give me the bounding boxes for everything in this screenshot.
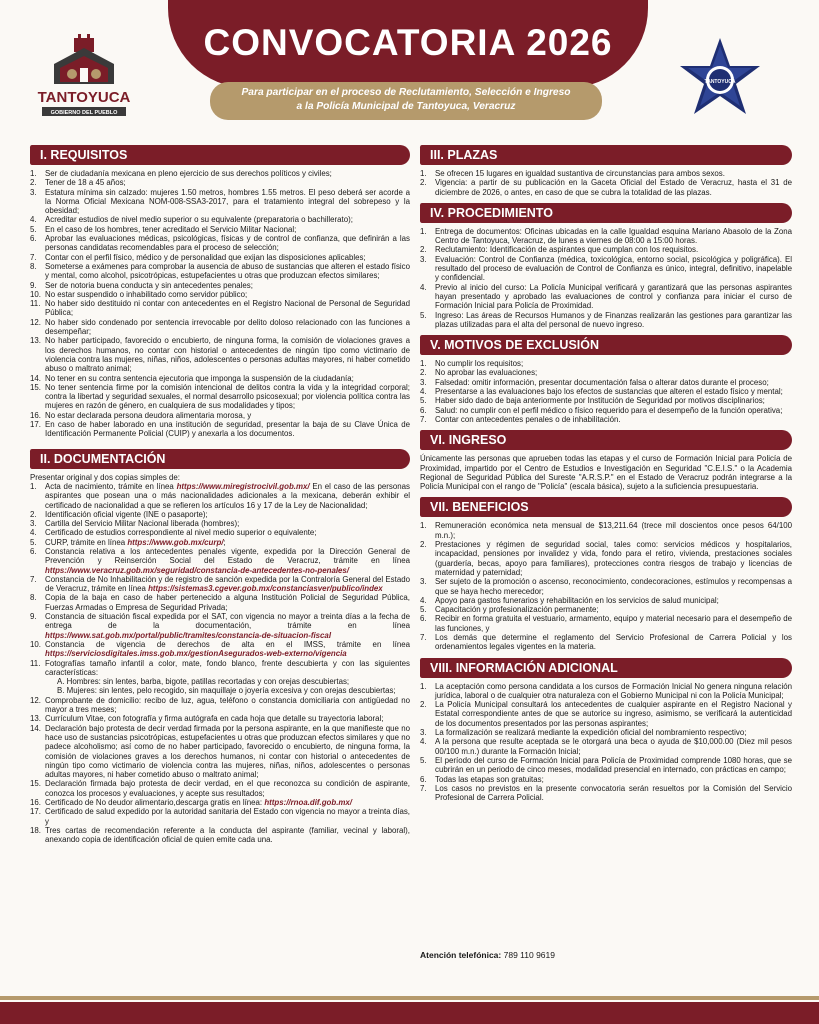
list-item: 14. Declaración bajo protesta de decir verdad firmada por la persona aspirante, en la que manifieste que no hace uso de sustancias psicotrópicas, estupefacientes u otras que produzcan efectos similares y que no padece alcoholismo; así como de no haber participado, favorecido o encubierto, de ninguna forma, la comisión de violaciones graves a los derechos humanos, ni contar con historial o antecedentes de ningún tipo como victimario de violencia contra las mujeres, niñas, niños, adolescentes o personas adultas mayores, ni haber cometido abuso o maltrato animal; <box>30 723 410 780</box>
list-item: 7. Los casos no previstos en la presente convocatoria serán resueltos por la Comisión del Servicio Profesional de Carrera Policial. <box>420 783 792 803</box>
list-item: 2. Tener de 18 a 45 años; <box>30 178 126 188</box>
list-item: 4. A la persona que resulte aceptada se le otorgará una beca o ayuda de $10,000.00 (Diez mil pesos 00/100 m.n.) durante la Formación Inicial; <box>420 737 792 756</box>
list-item: 5. Haber sido dado de baja anteriormente por Institución de Seguridad por motivos disciplinarios; <box>420 396 765 406</box>
list-item: 7. Contar con el perfil físico, médico y de personalidad que exijan las disposiciones aplicables; <box>30 252 366 262</box>
list-item: 3. Falsedad: omitir información, presentar documentación falsa o alterar datos durante el proceso; <box>420 377 769 387</box>
document-link[interactable]: https://www.veracruz.gob.mx/seguridad/constancia-de-antecedentes-no-penales/ <box>45 565 350 575</box>
document-link[interactable]: https://serviciosdigitales.imss.gob.mx/gestionAsegurados-web-externo/vigencia <box>45 649 347 659</box>
footer-strip <box>0 1002 819 1024</box>
list-item: 1. Ser de ciudadanía mexicana en pleno ejercicio de sus derechos políticos y civiles; <box>30 169 332 178</box>
document-link[interactable]: https://www.miregistrocivil.gob.mx/ <box>176 481 310 491</box>
document-link[interactable]: https://www.sat.gob.mx/portal/public/tramites/constancia-de-situacion-fiscal <box>45 630 332 640</box>
list-item: 9. Constancia de situación fiscal expedida por el SAT, con vigencia no mayor a treinta días a la fecha de entrega de la documentación, trámite en línea https://www.sat.gob.mx/portal/public/tramites/constancia-de-situacion-fiscal <box>30 612 410 640</box>
list-item: 4. Certificado de estudios correspondiente al nivel medio superior o equivalente; <box>30 528 317 538</box>
document-link[interactable]: https://www.gob.mx/curp/ <box>127 537 224 547</box>
section-adicional-header: VIII. INFORMACIÓN ADICIONAL <box>420 658 792 678</box>
photo-requirement-men: A. Hombres: sin lentes, barba, bigote, patillas recortadas y con orejas descubiertas; <box>57 677 350 687</box>
list-item: 2. Identificación oficial vigente (INE o pasaporte); <box>30 509 208 519</box>
ingreso-text: Únicamente las personas que aprueben todas las etapas y el curso de Formación Inicial para Policía de Proximidad, impartido por el Centro de Estudios e Investigación en Seguridad "C.E.I.S." o la Academia Regional de Seguridad Pública del Sureste "A.R.S.P." en el Estado de Veracruz podrán integrarse a la Policía Municipal con el rango de "Policía" (escala básica), sujeto a la suficiencia presupuestaria. <box>420 454 792 492</box>
section-exclusion-header: V. MOTIVOS DE EXCLUSIÓN <box>420 335 792 355</box>
list-item: 6. Recibir en forma gratuita el vestuario, armamento, equipo y material necesario para el desempeño de las funciones, y <box>420 614 792 633</box>
plazas-list <box>420 169 792 197</box>
policia-municipal-badge <box>674 36 766 128</box>
list-item: 7. Contar con antecedentes penales o de inhabilitación. <box>420 414 621 424</box>
list-item: 13. No haber participado, favorecido o encubierto, de ninguna forma, la comisión de violaciones graves a los derechos humanos, no contar con historial o antecedentes de ningún tipo como victimario de violencia contra las mujeres, niñas, niños, adolescentes o personas adultas mayores, ni haber cometido abuso o maltrato animal; <box>30 336 410 374</box>
list-item: 4. Apoyo para gastos funerarios y rehabilitación en los servicios de salud municipal; <box>420 595 719 605</box>
police-star-icon <box>674 36 766 128</box>
list-item: 16. No estar declarada persona deudora alimentaria morosa, y <box>30 410 252 420</box>
list-item: 5. El período del curso de Formación Inicial para Policía de Proximidad comprende 1080 horas, que se cubrirán en un periodo de cinco meses, modalidad presencial en internado, con prácticas en campo; <box>420 755 792 775</box>
list-item: 5. En el caso de los hombres, tener acreditado el Servicio Militar Nacional; <box>30 224 297 234</box>
list-item: 3. La formalización se realizará mediante la expedición oficial del nombramiento respectivo; <box>420 728 747 738</box>
list-item: 3. Estatura mínima sin calzado: mujeres 1.50 metros, hombres 1.55 metros. El peso deberá ser acorde a la Norma Oficial Mexicana NOM-008-SSA3-2017, para el tratamiento integral del sobrepeso y la obesidad; <box>30 187 410 216</box>
list-item: 5. Capacitación y profesionalización permanente; <box>420 605 599 615</box>
adicional-list <box>420 682 792 803</box>
procedimiento-list <box>420 227 792 329</box>
exclusion-list <box>420 359 792 424</box>
subtitle-line-2: a la Policía Municipal de Tantoyuca, Veracruz <box>296 101 516 112</box>
page-title: CONVOCATORIA 2026 <box>203 22 613 63</box>
list-item: 1. No cumplir los requisitos; <box>420 359 524 369</box>
documentacion-list <box>30 482 410 845</box>
section-documentacion-header: II. DOCUMENTACIÓN <box>30 449 410 469</box>
list-item: 5. Ingreso: Las áreas de Recursos Humanos y de Finanzas realizarán las gestiones para garantizar las plazas utilizadas para el alta del personal de nuevo ingreso. <box>420 310 792 329</box>
phone-number: 789 110 9619 <box>503 950 555 960</box>
list-item: 13. Currículum Vitae, con fotografía y firma autógrafa en cada hoja que detalle su trayectoria laboral; <box>30 714 384 724</box>
list-item: 2. Reclutamiento: Identificación de aspirantes que cumplan con los requisitos. <box>420 245 699 255</box>
list-item: 4. Previo al inicio del curso: La Policía Municipal verificará y garantizará que las personas aspirantes hayan presentado y aprobado las evaluaciones de control y confianza para iniciar el curso de Formación Inicial para Policía de Proximidad. <box>420 282 792 311</box>
list-item: 10. Constancia de vigencia de derechos de alta en el IMSS, trámite en línea https://serviciosdigitales.imss.gob.mx/gestionAsegurados-web-externo/vigencia <box>30 639 410 659</box>
list-item: 3. Evaluación: Control de Confianza (médica, toxicológica, entorno social, psicológica y poligráfica). El resultado del proceso de evaluación de Control de Confianza es único, integral, definitivo, inapelable y confidencial. <box>420 254 792 283</box>
list-item: 1. Se ofrecen 15 lugares en igualdad sustantiva de circunstancias para ambos sexos. <box>420 169 725 178</box>
list-item: 10. No estar suspendido o inhabilitado como servidor público; <box>30 289 248 299</box>
list-item: 7. Constancia de No Inhabilitación y de registro de sanción expedida por la Contraloría General del Estado de Veracruz, trámite en línea https://sistemas3.cgever.gob.mx/constanciasver/publico/index <box>30 574 410 594</box>
tantoyuca-emblem-icon <box>34 34 134 126</box>
list-item: 2. Prestaciones y régimen de seguridad social, tales como: servicios médicos y hospitalarios, incapacidad, pensiones por invalidez y vida, fondo para el retiro, vivienda, prestaciones sociales (guardería, becas, apoyo para familiares), protecciones contra riesgos de trabajo y licencias de maternidad y paternidad; <box>420 540 792 577</box>
list-item: 3. Ser sujeto de la promoción o ascenso, reconocimiento, condecoraciones, estímulos y recompensas a que se haya hecho merecedor; <box>420 577 792 596</box>
document-link[interactable]: https://sistemas3.cgever.gob.mx/constanciasver/publico/index <box>148 584 383 594</box>
list-item: 5. CURP, trámite en línea https://www.gob.mx/curp/; <box>30 537 226 547</box>
section-ingreso-header: VI. INGRESO <box>420 430 792 450</box>
page-subtitle <box>212 86 600 114</box>
list-item: 6. Constancia relativa a los antecedentes penales vigente, expedida por la Dirección General de Prevención y Reinserción Social del Estado de Veracruz, trámite en línea https://www.veracruz.gob.mx/seguridad/constancia-de-antecedentes-no-penales/ <box>30 546 410 575</box>
list-item: 6. Aprobar las evaluaciones médicas, psicológicas, físicas y de control de confianza, que definirán a las personas candidatas recomendables para el proceso de selección; <box>30 234 410 253</box>
list-item: 8. Copia de la baja en caso de haber pertenecido a alguna Institución Policial de Seguridad Pública, Fuerzas Armadas o Empresa de Seguridad Privada; <box>30 593 410 612</box>
list-item: 11. No haber sido destituido ni contar con antecedentes en el Registro Nacional de Personal de Seguridad Pública; <box>30 299 410 318</box>
requisitos-list <box>30 169 410 439</box>
list-item: 1. Remuneración económica neta mensual de $13,211.64 (trece mil doscientos once pesos 64/100 m.n.); <box>420 521 792 540</box>
footer-accent-line <box>0 996 819 1000</box>
section-plazas-header: III. PLAZAS <box>420 145 792 165</box>
list-item: 9. Ser de notoria buena conducta y sin antecedentes penales; <box>30 280 253 290</box>
list-item: 15. Declaración firmada bajo protesta de decir verdad, en el que reconozca su condición de aspirante, conozca los procesos y evaluaciones, y acepte sus resultados; <box>30 779 410 798</box>
list-item: 17. Certificado de salud expedido por la autoridad sanitaria del Estado con vigencia no mayor a treinta días, y <box>30 807 410 826</box>
list-item: 16. Certificado de No deudor alimentario,descarga gratis en línea: https://rnoa.dif.gob.mx/ <box>30 798 352 807</box>
list-item: 2. La Policía Municipal consultará los antecedentes de cualquier aspirante en el Registro Nacional y Estatal correspondiente antes de que se autorice su ingreso, asimismo, se verificará la autenticidad de los documentos presentados por las personas aspirantes; <box>420 700 792 728</box>
svg-text:TANTOYUCA: TANTOYUCA <box>37 89 131 106</box>
list-item: 12. No haber sido condenado por sentencia irrevocable por delito doloso relacionado con las funciones a desempeñar; <box>30 317 410 337</box>
phone-contact <box>420 950 555 960</box>
list-item: 3. Cartilla del Servicio Militar Nacional liberada (hombres); <box>30 519 240 529</box>
list-item: 14. No tener en su contra sentencia ejecutoria que imponga la suspensión de la ciudadanía; <box>30 373 354 383</box>
list-item: 8. Someterse a exámenes para comprobar la ausencia de abuso de sustancias que alteren el estado físico y mental, como alcohol, psicotrópicas, estupefacientes u otras que produzcan efectos similares; <box>30 261 410 281</box>
list-item: 6. Salud: no cumplir con el perfil médico o físico requerido para el desempeño de la función operativa; <box>420 405 783 415</box>
list-item: 4. Presentarse a las evaluaciones bajo los efectos de sustancias que alteren el estado físico y mental; <box>420 387 783 397</box>
list-item: 18. Tres cartas de recomendación referente a la conducta del aspirante (familiar, vecinal y laboral), anexando copia de identificación oficial de quien emite cada una. <box>30 825 410 845</box>
left-column <box>30 145 410 844</box>
right-column <box>420 145 792 802</box>
list-item: 1. Entrega de documentos: Oficinas ubicadas en la calle Igualdad esquina Mariano Abasolo de la Zona Centro de Tantoyuca, Veracruz, de lunes a viernes de 08:00 a 15:00 horas. <box>420 226 792 246</box>
list-item: 15. No tener sentencia firme por la comisión intencional de delitos contra la vida y la integridad corporal; contra la libertad y seguridad sexuales, el normal desarrollo psicosexual; por violencia política contra las mujeres en razón de género, en cualquiera de sus modalidades y tipos; <box>30 382 410 411</box>
beneficios-list <box>420 521 792 651</box>
subtitle-line-1: Para participar en el proceso de Reclutamiento, Selección e Ingreso <box>241 87 571 98</box>
list-item: 17. En caso de haber laborado en una institución de seguridad, presentar la baja de su Clave Única de Identificación Permanente Policial (CUIP) y anexarla a los documentos. <box>30 420 410 439</box>
list-item: 2. Vigencia: a partir de su publicación en la Gaceta Oficial del Estado de Veracruz, hasta el 31 de diciembre de 2026, o antes, en caso de que se cubra la totalidad de las plazas. <box>420 178 792 197</box>
document-link[interactable]: https://rnoa.dif.gob.mx/ <box>264 798 352 807</box>
list-item: 12. Comprobante de domicilio: recibo de luz, agua, teléfono o constancia domiciliaria con antigüedad no mayor a tres meses; <box>30 695 410 715</box>
documentacion-intro: Presentar original y dos copias simples de: <box>30 472 180 482</box>
list-item: 6. Todas las etapas son gratuitas; <box>420 774 544 784</box>
svg-text:TANTOYUCA: TANTOYUCA <box>704 79 736 85</box>
list-item: 7. Los demás que determine el reglamento del Servicio Profesional de Carrera Policial y los ordenamientos legales vigentes en la materia. <box>420 632 792 652</box>
section-requisitos-header: I. REQUISITOS <box>30 145 410 165</box>
list-item: 4. Acreditar estudios de nivel medio superior o su equivalente (preparatoria o bachillerato); <box>30 215 353 225</box>
list-item: 2. No aprobar las evaluaciones; <box>420 368 538 378</box>
list-item: 1. Acta de nacimiento, trámite en línea https://www.miregistrocivil.gob.mx/ En el caso de las personas aspirantes que posean una o más nacionalidades adicionales a la mexicana, deberán exhibir el certificado de nacionalidad a que se refieren los artículos 16 y 17 de la Ley de Nacionalidad; <box>30 481 410 510</box>
phone-label: Atención telefónica: <box>420 950 502 960</box>
list-item: 11. Fotografías tamaño infantil a color, mate, fondo blanco, frente descubierta y con las siguientes características: A. Hombres: sin lentes, barba, bigote, patillas recortadas y con orejas descubiertas; B. Mujeres: sin lentes, pelo recogido, sin maquillaje o joyería excesiva y con orejas descubiertas; <box>30 658 410 696</box>
list-item: 1. La aceptación como persona candidata a los cursos de Formación Inicial No genera ninguna relación jurídica, laboral o de cualquier otra naturaleza con el Gobierno Municipal ni con la Policía Municipal; <box>420 681 792 700</box>
section-procedimiento-header: IV. PROCEDIMIENTO <box>420 203 792 223</box>
tantoyuca-logo <box>34 34 134 126</box>
section-beneficios-header: VII. BENEFICIOS <box>420 497 792 517</box>
svg-text:GOBIERNO DEL PUEBLO: GOBIERNO DEL PUEBLO <box>50 110 118 116</box>
photo-requirement-women: B. Mujeres: sin lentes, pelo recogido, sin maquillaje o joyería excesiva y con orejas descubiertas; <box>57 686 396 696</box>
